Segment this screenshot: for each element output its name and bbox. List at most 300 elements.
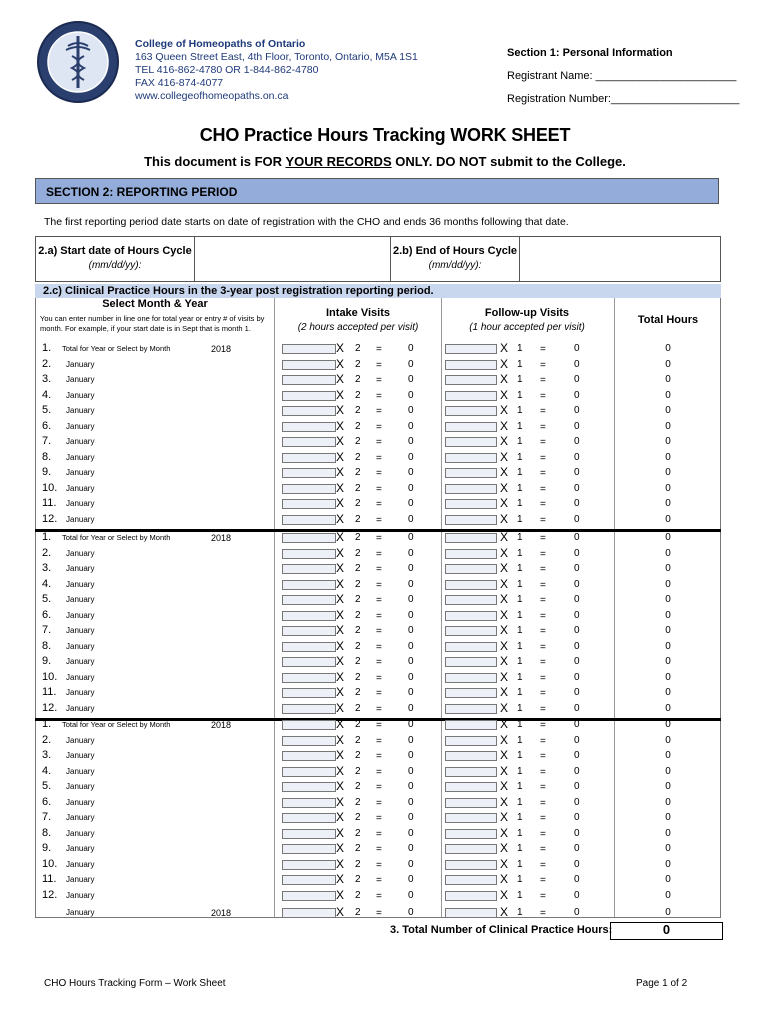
followup-multiplier: 1 bbox=[517, 547, 523, 559]
equals-sign: = bbox=[376, 421, 382, 433]
followup-visits-input[interactable] bbox=[445, 453, 497, 463]
followup-multiplier: 1 bbox=[517, 420, 523, 432]
intake-visits-input[interactable] bbox=[282, 626, 336, 636]
intake-visits-input[interactable] bbox=[282, 484, 336, 494]
equals-sign: = bbox=[376, 564, 382, 575]
multiply-sign: X bbox=[336, 511, 345, 526]
equals-sign: = bbox=[540, 703, 546, 715]
multiply-sign: X bbox=[500, 434, 509, 448]
row-month: January bbox=[66, 908, 95, 917]
table-row bbox=[35, 655, 721, 670]
intake-visits-input[interactable] bbox=[282, 564, 336, 574]
intake-multiplier: 2 bbox=[355, 671, 361, 683]
multiply-sign: X bbox=[336, 732, 345, 747]
intake-multiplier: 2 bbox=[355, 532, 361, 543]
table-row bbox=[35, 466, 721, 481]
row-total-hours: 0 bbox=[665, 796, 671, 808]
intake-visits-input[interactable] bbox=[282, 891, 336, 901]
followup-hours: 0 bbox=[574, 513, 580, 525]
row-number: 6. bbox=[42, 795, 52, 808]
followup-hours: 0 bbox=[574, 482, 580, 494]
intake-visits-input[interactable] bbox=[282, 704, 336, 714]
equals-sign: = bbox=[376, 499, 382, 510]
followup-visits-input[interactable] bbox=[445, 891, 497, 901]
intake-multiplier: 2 bbox=[355, 734, 361, 746]
intake-visits-input[interactable] bbox=[282, 549, 336, 559]
intake-visits-input[interactable] bbox=[282, 533, 336, 543]
row-month: January bbox=[66, 359, 95, 369]
multiply-sign: X bbox=[336, 623, 345, 637]
row-month: January bbox=[66, 610, 95, 620]
row-total-hours: 0 bbox=[665, 609, 671, 621]
row-total-hours: 0 bbox=[665, 405, 671, 416]
row-month: January bbox=[66, 766, 95, 776]
row-year: 2018 bbox=[211, 344, 232, 354]
equals-sign: = bbox=[376, 703, 382, 715]
table-row bbox=[35, 796, 721, 811]
table-row bbox=[35, 389, 721, 404]
followup-visits-input[interactable] bbox=[445, 580, 497, 590]
followup-visits-input[interactable] bbox=[445, 673, 497, 683]
multiply-sign: X bbox=[500, 779, 509, 793]
col-month-header: Select Month & Year bbox=[102, 298, 208, 310]
followup-visits-input[interactable] bbox=[445, 767, 497, 777]
equals-sign: = bbox=[540, 483, 546, 495]
row-month: January bbox=[66, 421, 95, 431]
followup-visits-input[interactable] bbox=[445, 515, 497, 525]
table-row bbox=[35, 404, 721, 419]
intake-visits-input[interactable] bbox=[282, 642, 336, 652]
multiply-sign: X bbox=[336, 403, 345, 417]
intake-visits-input[interactable] bbox=[282, 751, 336, 761]
table-row bbox=[35, 671, 721, 686]
row-month: January bbox=[66, 751, 95, 760]
followup-visits-input[interactable] bbox=[445, 533, 497, 543]
row-total-hours: 0 bbox=[665, 750, 671, 761]
intake-hours: 0 bbox=[408, 765, 414, 777]
multiply-sign: X bbox=[336, 480, 345, 495]
row-total-hours: 0 bbox=[665, 671, 671, 683]
row-month: January bbox=[66, 688, 95, 697]
intake-multiplier: 2 bbox=[355, 812, 361, 823]
footer-form-name: CHO Hours Tracking Form – Work Sheet bbox=[44, 978, 226, 989]
row-total-hours: 0 bbox=[665, 843, 671, 854]
row-month: January bbox=[66, 406, 95, 415]
intake-multiplier: 2 bbox=[355, 467, 361, 478]
equals-sign: = bbox=[376, 735, 382, 747]
followup-multiplier: 1 bbox=[517, 578, 523, 590]
table-row bbox=[35, 780, 721, 795]
equals-sign: = bbox=[376, 548, 382, 560]
start-date-input[interactable] bbox=[195, 237, 391, 281]
intake-visits-input[interactable] bbox=[282, 391, 336, 401]
equals-sign: = bbox=[376, 908, 382, 919]
row-number: 11. bbox=[42, 686, 57, 698]
multiply-sign: X bbox=[500, 387, 509, 402]
row-month: January bbox=[66, 672, 95, 682]
row-month: Total for Year or Select by Month bbox=[62, 533, 171, 542]
followup-multiplier: 1 bbox=[517, 358, 523, 370]
followup-visits-input[interactable] bbox=[445, 344, 497, 354]
intake-multiplier: 2 bbox=[355, 781, 361, 792]
row-number: 10. bbox=[42, 857, 58, 870]
intake-multiplier: 2 bbox=[355, 405, 361, 416]
row-number: 2. bbox=[42, 546, 52, 559]
followup-hours: 0 bbox=[574, 781, 580, 792]
table-row bbox=[35, 420, 721, 435]
row-number: 7. bbox=[42, 811, 52, 823]
equals-sign: = bbox=[540, 610, 546, 622]
equals-sign: = bbox=[376, 688, 382, 699]
row-number: 9. bbox=[42, 655, 52, 667]
followup-multiplier: 1 bbox=[517, 532, 523, 543]
followup-visits-input[interactable] bbox=[445, 751, 497, 761]
intake-visits-input[interactable] bbox=[282, 468, 336, 478]
multiply-sign: X bbox=[336, 700, 345, 715]
intake-visits-input[interactable] bbox=[282, 611, 336, 621]
equals-sign: = bbox=[540, 813, 546, 824]
equals-sign: = bbox=[376, 437, 382, 448]
row-number: 2. bbox=[42, 733, 52, 746]
followup-visits-input[interactable] bbox=[445, 406, 497, 416]
followup-hours: 0 bbox=[574, 594, 580, 605]
intake-visits-input[interactable] bbox=[282, 657, 336, 667]
intake-hours: 0 bbox=[408, 625, 414, 636]
row-total-hours: 0 bbox=[665, 482, 671, 494]
multiply-sign: X bbox=[500, 887, 509, 902]
multiply-sign: X bbox=[500, 685, 509, 699]
row-number: 7. bbox=[42, 435, 52, 447]
equals-sign: = bbox=[540, 672, 546, 684]
multiply-sign: X bbox=[500, 545, 509, 560]
equals-sign: = bbox=[376, 468, 382, 479]
intake-hours: 0 bbox=[408, 609, 414, 621]
followup-visits-input[interactable] bbox=[445, 829, 497, 839]
followup-multiplier: 1 bbox=[517, 374, 523, 385]
intake-multiplier: 2 bbox=[355, 719, 361, 730]
intake-visits-input[interactable] bbox=[282, 673, 336, 683]
intake-visits-input[interactable] bbox=[282, 767, 336, 777]
followup-multiplier: 1 bbox=[517, 858, 523, 870]
row-month: January bbox=[66, 499, 95, 508]
row-month: January bbox=[66, 875, 95, 884]
followup-multiplier: 1 bbox=[517, 889, 523, 901]
row-month: January bbox=[66, 595, 95, 604]
followup-visits-input[interactable] bbox=[445, 844, 497, 854]
intake-visits-input[interactable] bbox=[282, 437, 336, 447]
multiply-sign: X bbox=[500, 576, 509, 591]
row-month: January bbox=[66, 797, 95, 807]
intake-hours: 0 bbox=[408, 656, 414, 667]
multiply-sign: X bbox=[336, 372, 345, 386]
row-total-hours: 0 bbox=[665, 498, 671, 509]
multiply-sign: X bbox=[336, 905, 345, 919]
table-row bbox=[35, 734, 721, 749]
multiply-sign: X bbox=[500, 732, 509, 747]
intake-visits-input[interactable] bbox=[282, 875, 336, 885]
row-total-hours: 0 bbox=[665, 420, 671, 432]
multiply-sign: X bbox=[500, 654, 509, 668]
row-number: 6. bbox=[42, 608, 52, 621]
followup-multiplier: 1 bbox=[517, 625, 523, 636]
table-row bbox=[35, 858, 721, 873]
row-total-hours: 0 bbox=[665, 625, 671, 636]
equals-sign: = bbox=[540, 437, 546, 448]
followup-visits-input[interactable] bbox=[445, 499, 497, 509]
followup-hours: 0 bbox=[574, 547, 580, 559]
intake-visits-input[interactable] bbox=[282, 688, 336, 698]
intake-hours: 0 bbox=[408, 451, 414, 463]
equals-sign: = bbox=[540, 564, 546, 575]
followup-visits-input[interactable] bbox=[445, 391, 497, 401]
followup-visits-input[interactable] bbox=[445, 798, 497, 808]
equals-sign: = bbox=[376, 375, 382, 386]
equals-sign: = bbox=[540, 579, 546, 591]
intake-visits-input[interactable] bbox=[282, 360, 336, 370]
intake-visits-input[interactable] bbox=[282, 499, 336, 509]
equals-sign: = bbox=[540, 797, 546, 809]
intake-multiplier: 2 bbox=[355, 625, 361, 636]
equals-sign: = bbox=[376, 797, 382, 809]
intake-visits-input[interactable] bbox=[282, 453, 336, 463]
intake-visits-input[interactable] bbox=[282, 908, 336, 918]
row-total-hours: 0 bbox=[665, 578, 671, 590]
followup-hours: 0 bbox=[574, 498, 580, 509]
followup-multiplier: 1 bbox=[517, 843, 523, 854]
followup-visits-input[interactable] bbox=[445, 484, 497, 494]
row-month: January bbox=[66, 437, 95, 446]
followup-hours: 0 bbox=[574, 702, 580, 714]
followup-hours: 0 bbox=[574, 719, 580, 730]
multiply-sign: X bbox=[500, 372, 509, 386]
followup-multiplier: 1 bbox=[517, 765, 523, 777]
intake-hours: 0 bbox=[408, 343, 414, 354]
equals-sign: = bbox=[376, 406, 382, 417]
equals-sign: = bbox=[376, 390, 382, 402]
multiply-sign: X bbox=[336, 825, 345, 840]
intake-hours: 0 bbox=[408, 563, 414, 574]
row-month: Total for Year or Select by Month bbox=[62, 344, 171, 353]
intake-visits-input[interactable] bbox=[282, 406, 336, 416]
intake-visits-input[interactable] bbox=[282, 844, 336, 854]
followup-visits-input[interactable] bbox=[445, 422, 497, 432]
row-total-hours: 0 bbox=[665, 640, 671, 652]
multiply-sign: X bbox=[336, 669, 345, 684]
row-month: January bbox=[66, 375, 95, 384]
intake-visits-input[interactable] bbox=[282, 782, 336, 792]
intake-multiplier: 2 bbox=[355, 640, 361, 652]
org-website: www.collegeofhomeopaths.on.ca bbox=[135, 90, 289, 102]
multiply-sign: X bbox=[336, 841, 345, 855]
intake-visits-input[interactable] bbox=[282, 736, 336, 746]
intake-multiplier: 2 bbox=[355, 513, 361, 525]
col-month-desc: You can enter number in line one for total year or entry # of visits by month. For example, if your start date is in Sept that is month 1. bbox=[40, 314, 265, 333]
intake-visits-input[interactable] bbox=[282, 375, 336, 385]
followup-visits-input[interactable] bbox=[445, 611, 497, 621]
multiply-sign: X bbox=[500, 530, 509, 544]
equals-sign: = bbox=[540, 782, 546, 793]
equals-sign: = bbox=[376, 751, 382, 762]
multiply-sign: X bbox=[500, 638, 509, 653]
page-title: CHO Practice Hours Tracking WORK SHEET bbox=[199, 125, 571, 145]
row-number: 8. bbox=[42, 639, 52, 652]
col-intake-sub: (2 hours accepted per visit) bbox=[297, 322, 419, 333]
row-total-hours: 0 bbox=[665, 513, 671, 525]
registrant-name-field[interactable]: Registrant Name: _______________________ bbox=[507, 70, 737, 82]
end-date-input[interactable] bbox=[520, 237, 720, 281]
followup-visits-input[interactable] bbox=[445, 468, 497, 478]
intake-visits-input[interactable] bbox=[282, 720, 336, 730]
multiply-sign: X bbox=[336, 530, 345, 544]
multiply-sign: X bbox=[500, 810, 509, 824]
equals-sign: = bbox=[540, 344, 546, 355]
section1-title: Section 1: Personal Information bbox=[507, 47, 673, 59]
followup-visits-input[interactable] bbox=[445, 704, 497, 714]
intake-multiplier: 2 bbox=[355, 482, 361, 494]
multiply-sign: X bbox=[500, 496, 509, 510]
followup-visits-input[interactable] bbox=[445, 375, 497, 385]
table-row bbox=[35, 547, 721, 562]
col-intake-header: Intake Visits bbox=[326, 307, 390, 319]
row-number: 11. bbox=[42, 873, 57, 885]
equals-sign: = bbox=[540, 595, 546, 606]
equals-sign: = bbox=[376, 514, 382, 526]
multiply-sign: X bbox=[336, 434, 345, 448]
followup-visits-input[interactable] bbox=[445, 736, 497, 746]
row-number: 8. bbox=[42, 826, 52, 839]
row-total-hours: 0 bbox=[665, 358, 671, 370]
followup-visits-input[interactable] bbox=[445, 360, 497, 370]
row-total-hours: 0 bbox=[665, 343, 671, 354]
intake-visits-input[interactable] bbox=[282, 344, 336, 354]
equals-sign: = bbox=[376, 859, 382, 871]
intake-visits-input[interactable] bbox=[282, 580, 336, 590]
intake-multiplier: 2 bbox=[355, 843, 361, 854]
followup-visits-input[interactable] bbox=[445, 782, 497, 792]
row-number: 11. bbox=[42, 497, 57, 509]
table-row bbox=[35, 435, 721, 450]
followup-visits-input[interactable] bbox=[445, 564, 497, 574]
intake-multiplier: 2 bbox=[355, 420, 361, 432]
multiply-sign: X bbox=[336, 810, 345, 824]
intake-hours: 0 bbox=[408, 482, 414, 494]
intake-hours: 0 bbox=[408, 594, 414, 605]
intake-multiplier: 2 bbox=[355, 827, 361, 839]
row-month: January bbox=[66, 483, 95, 493]
followup-multiplier: 1 bbox=[517, 640, 523, 652]
row-month: January bbox=[66, 890, 95, 900]
multiply-sign: X bbox=[336, 592, 345, 606]
equals-sign: = bbox=[376, 344, 382, 355]
followup-visits-input[interactable] bbox=[445, 626, 497, 636]
followup-visits-input[interactable] bbox=[445, 720, 497, 730]
intake-visits-input[interactable] bbox=[282, 860, 336, 870]
table-row bbox=[35, 640, 721, 655]
intake-multiplier: 2 bbox=[355, 358, 361, 370]
followup-visits-input[interactable] bbox=[445, 657, 497, 667]
intake-visits-input[interactable] bbox=[282, 829, 336, 839]
row-month: January bbox=[66, 813, 95, 822]
intake-hours: 0 bbox=[408, 532, 414, 543]
row-total-hours: 0 bbox=[665, 702, 671, 714]
followup-hours: 0 bbox=[574, 812, 580, 823]
table-row bbox=[35, 889, 721, 904]
multiply-sign: X bbox=[500, 825, 509, 840]
table-row bbox=[35, 482, 721, 497]
intake-visits-input[interactable] bbox=[282, 813, 336, 823]
table-row bbox=[35, 718, 721, 733]
intake-visits-input[interactable] bbox=[282, 515, 336, 525]
equals-sign: = bbox=[540, 641, 546, 653]
intake-visits-input[interactable] bbox=[282, 595, 336, 605]
followup-multiplier: 1 bbox=[517, 405, 523, 416]
multiply-sign: X bbox=[500, 856, 509, 871]
followup-hours: 0 bbox=[574, 578, 580, 590]
followup-visits-input[interactable] bbox=[445, 875, 497, 885]
followup-visits-input[interactable] bbox=[445, 813, 497, 823]
multiply-sign: X bbox=[336, 638, 345, 653]
followup-hours: 0 bbox=[574, 656, 580, 667]
org-info bbox=[135, 38, 418, 103]
total-hours-label: 3. Total Number of Clinical Practice Hours: bbox=[390, 924, 613, 936]
followup-visits-input[interactable] bbox=[445, 437, 497, 447]
row-month: January bbox=[66, 735, 95, 745]
equals-sign: = bbox=[376, 657, 382, 668]
followup-visits-input[interactable] bbox=[445, 642, 497, 652]
equals-sign: = bbox=[376, 626, 382, 637]
followup-multiplier: 1 bbox=[517, 812, 523, 823]
multiply-sign: X bbox=[500, 607, 509, 622]
intake-hours: 0 bbox=[408, 374, 414, 385]
table-row bbox=[35, 562, 721, 577]
followup-visits-input[interactable] bbox=[445, 688, 497, 698]
followup-hours: 0 bbox=[574, 436, 580, 447]
multiply-sign: X bbox=[500, 841, 509, 855]
row-number: 4. bbox=[42, 764, 52, 777]
end-date-label-cell: 2.b) End of Hours Cycle (mm/dd/yy): bbox=[391, 237, 520, 281]
row-number: 8. bbox=[42, 450, 52, 463]
multiply-sign: X bbox=[336, 387, 345, 402]
followup-multiplier: 1 bbox=[517, 796, 523, 808]
org-fax: FAX 416-874-4077 bbox=[135, 77, 224, 89]
intake-visits-input[interactable] bbox=[282, 798, 336, 808]
intake-visits-input[interactable] bbox=[282, 422, 336, 432]
multiply-sign: X bbox=[500, 592, 509, 606]
followup-visits-input[interactable] bbox=[445, 549, 497, 559]
registration-number-field[interactable]: Registration Number:_____________________ bbox=[507, 93, 740, 105]
equals-sign: = bbox=[376, 813, 382, 824]
row-total-hours: 0 bbox=[665, 889, 671, 901]
row-number: 7. bbox=[42, 624, 52, 636]
row-month: January bbox=[66, 657, 95, 666]
row-year: 2018 bbox=[211, 533, 232, 543]
intake-hours: 0 bbox=[408, 827, 414, 839]
intake-hours: 0 bbox=[408, 889, 414, 901]
table-row bbox=[35, 827, 721, 842]
followup-visits-input[interactable] bbox=[445, 595, 497, 605]
equals-sign: = bbox=[376, 782, 382, 793]
followup-multiplier: 1 bbox=[517, 907, 523, 918]
followup-visits-input[interactable] bbox=[445, 908, 497, 918]
equals-sign: = bbox=[540, 751, 546, 762]
followup-visits-input[interactable] bbox=[445, 860, 497, 870]
followup-hours: 0 bbox=[574, 874, 580, 885]
row-total-hours: 0 bbox=[665, 656, 671, 667]
row-number: 3. bbox=[42, 373, 52, 385]
row-month: January bbox=[66, 390, 95, 400]
followup-hours: 0 bbox=[574, 405, 580, 416]
equals-sign: = bbox=[540, 406, 546, 417]
